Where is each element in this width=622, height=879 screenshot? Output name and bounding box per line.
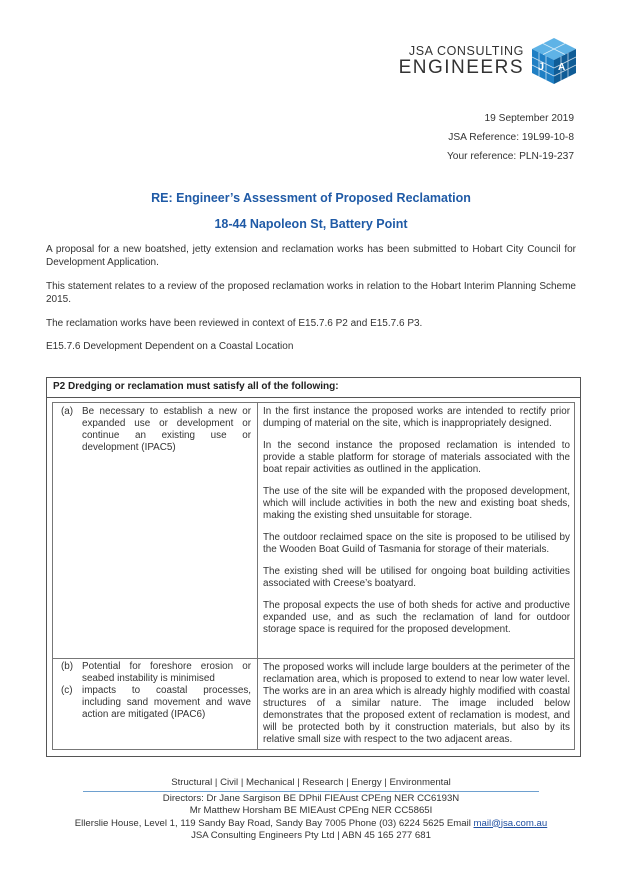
jsa-cube-logo-icon [530,36,578,86]
logo-text-consulting: JSA CONSULTING [408,44,524,58]
response-paragraph: In the first instance the proposed works are intended to rectify prior dumping of material on the site, which is inappropriately designed. [263,406,570,429]
footer-directors: Directors: Dr Jane Sargison BE DPhil FIEAust CPEng NER CC6193N [162,792,460,804]
criterion-label: (c) [61,685,73,696]
email-link[interactable]: mail@jsa.com.au [473,817,548,829]
your-reference: Your reference: PLN-19-237 [446,151,574,162]
intro-paragraph: A proposal for a new boatshed, jetty extension and reclamation works has been submitted to Hobart City Council for Development Application. [46,244,576,268]
criterion-item [53,406,257,454]
footer-address-text: Ellerslie House, Level 1, 119 Sandy Bay Road, Sandy Bay 7005 Phone (03) 6224 5625 Email [74,817,474,829]
criteria-cell [53,659,258,749]
site-address: 18-44 Napoleon St, Battery Point [214,217,408,231]
criterion-text: Be necessary to establish a new or expanded use or development or continue an existing use or development (IPAC5) [82,406,251,453]
footer-company: JSA Consulting Engineers Pty Ltd | ABN 45 165 277 681 [191,830,431,841]
footer-divider [83,791,539,792]
response-cell [258,659,574,749]
response-paragraph: The proposed works will include large boulders at the perimeter of the reclamation area, which is proposed to extend to near low water level. The works are in an area which is already highly modified with coastal structures of a similar nature. The image included below demonstrates that the proposed extent of reclamation is modest, and will be protected both by it construction materials, but also by its relative small size with respect to the two adjacent areas. [263,662,570,745]
footer-address [0,818,622,831]
company-logo [398,36,578,88]
response-paragraph: The existing shed will be utilised for ongoing boat building activities associated with Creese’s boatyard. [263,566,570,589]
assessment-table [46,377,581,757]
section-heading: E15.7.6 Development Dependent on a Coastal Location [46,341,294,352]
letter-date: 19 September 2019 [484,113,574,124]
response-paragraph: In the second instance the proposed reclamation is intended to provide a stable platform for storage of materials associated with the boat repair activities as outlined in the application. [263,440,570,475]
context-paragraph: The reclamation works have been reviewed in context of E15.7.6 P2 and E15.7.6 P3. [46,318,423,329]
footer-services: Structural | Civil | Mechanical | Research | Energy | Environmental [171,777,451,788]
criterion-item [53,685,257,721]
criterion-label: (b) [61,661,74,672]
svg-text:A: A [558,62,566,73]
table-header: P2 Dredging or reclamation must satisfy all of the following: [47,378,580,398]
response-paragraph: The use of the site will be expanded with the proposed development, which will include activities in both the new and existing boat sheds, making the existing shed unsuitable for storage. [263,486,570,521]
response-cell [258,403,574,658]
criterion-text: Potential for foreshore erosion or seabed instability is minimised [82,661,251,684]
response-paragraph: The proposal expects the use of both sheds for active and productive expanded use, and as such the reclamation of land for outdoor storage space is required for the proposed development. [263,600,570,635]
response-paragraph: The outdoor reclaimed space on the site is proposed to be utilised by the Wooden Boat Guild of Tasmania for storage of their materials. [263,532,570,555]
jsa-reference: JSA Reference: 19L99-10-8 [448,132,574,143]
table-row [52,402,575,659]
page-footer [0,777,622,843]
logo-text-engineers: ENGINEERS [398,57,524,78]
criteria-cell [53,403,258,658]
reference-block [447,109,574,166]
scope-paragraph: This statement relates to a review of the proposed reclamation works in relation to the Hobart Interim Planning Scheme 2015. [46,281,576,305]
footer-directors-2: Mr Matthew Horsham BE MIEAust CPEng NER CC5865I [189,805,433,816]
criterion-label: (a) [61,406,74,417]
table-row [52,658,575,750]
svg-text:J: J [538,61,545,73]
letter-subject: RE: Engineer’s Assessment of Proposed Reclamation [151,191,471,205]
criterion-text: impacts to coastal processes, including sand movement and wave action are mitigated (IPAC6) [82,685,251,720]
criterion-item [53,661,257,685]
